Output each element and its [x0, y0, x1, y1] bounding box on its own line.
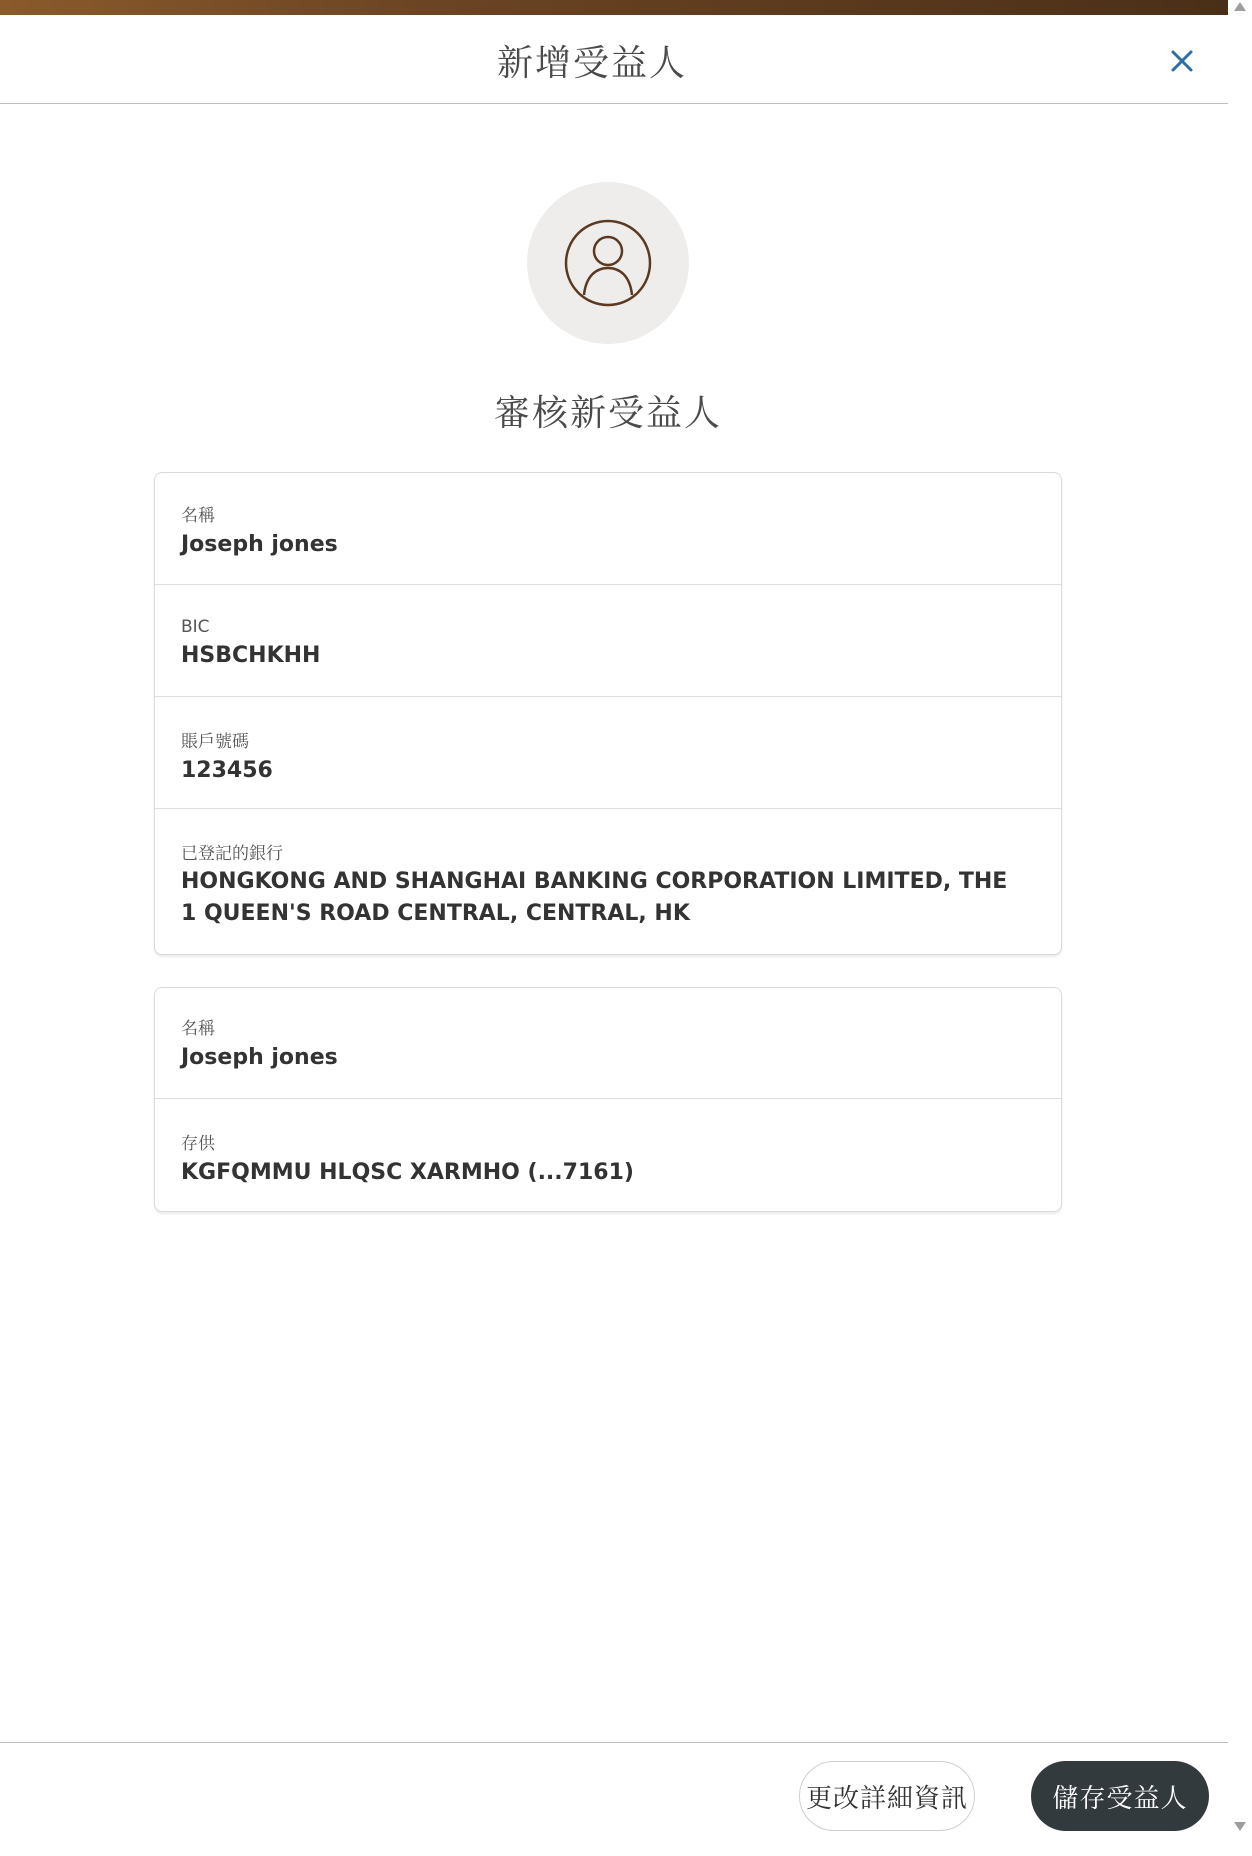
- scroll-up-arrow-icon[interactable]: [1234, 2, 1246, 11]
- source-name-value: Joseph jones: [181, 1045, 338, 1070]
- beneficiary-details-card: [154, 472, 1062, 955]
- detail-row-name: [155, 473, 1061, 585]
- vertical-scrollbar[interactable]: [1228, 0, 1252, 1856]
- bank-label: 已登記的銀行: [181, 844, 283, 864]
- avatar: [527, 182, 689, 344]
- name-value: Joseph jones: [181, 532, 338, 557]
- bank-address-value: 1 QUEEN'S ROAD CENTRAL, CENTRAL, HK: [181, 901, 690, 926]
- bank-name-value: HONGKONG AND SHANGHAI BANKING CORPORATION LIMITED, THE: [181, 869, 1008, 894]
- dialog-header: [0, 15, 1228, 104]
- source-row-name: [155, 988, 1061, 1099]
- dialog-title: 新增受益人: [496, 43, 687, 84]
- bic-value: HSBCHKHH: [181, 643, 321, 668]
- source-account-value: KGFQMMU HLQSC XARMHO (...7161): [181, 1160, 634, 1185]
- top-brand-band: [0, 0, 1228, 15]
- detail-row-bank: [155, 809, 1061, 954]
- scroll-down-arrow-icon[interactable]: [1234, 1822, 1246, 1831]
- detail-row-account-number: [155, 697, 1061, 809]
- source-name-label: 名稱: [181, 1019, 215, 1039]
- source-row-account: [155, 1099, 1061, 1211]
- detail-row-bic: [155, 585, 1061, 697]
- source-account-card: [154, 987, 1062, 1212]
- source-account-label: 存供: [181, 1134, 215, 1154]
- save-beneficiary-button[interactable]: 儲存受益人: [1031, 1761, 1209, 1831]
- change-details-button[interactable]: 更改詳細資訊: [799, 1761, 975, 1831]
- close-icon: [1164, 43, 1200, 79]
- dialog-footer: [0, 1742, 1228, 1856]
- close-button[interactable]: [1164, 43, 1200, 79]
- account-number-label: 賬戶號碼: [181, 732, 249, 752]
- bic-label: BIC: [181, 617, 210, 637]
- account-number-value: 123456: [181, 758, 273, 783]
- review-title: 審核新受益人: [493, 393, 722, 434]
- user-circle-icon: [563, 218, 653, 308]
- name-label: 名稱: [181, 506, 215, 526]
